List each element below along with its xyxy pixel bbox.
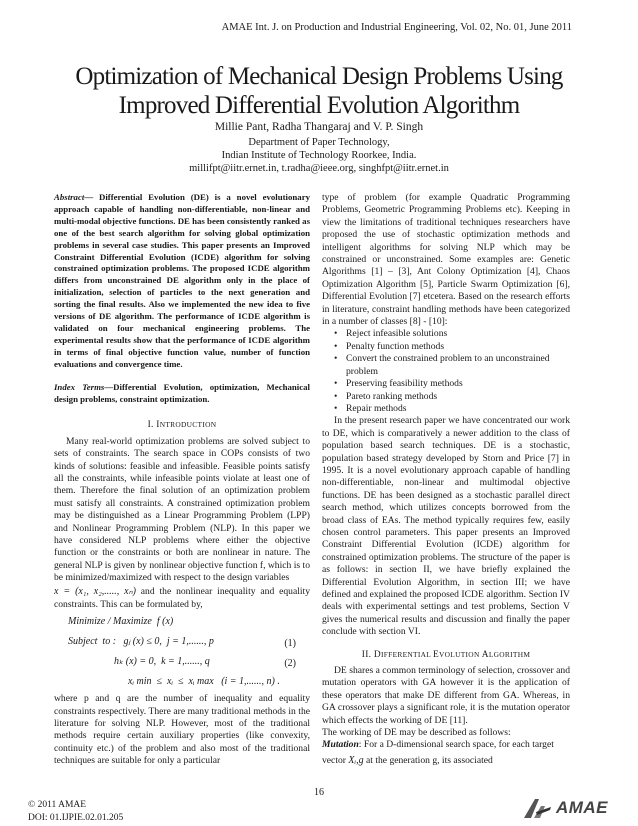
abstract <box>54 192 310 371</box>
target-vector-line <box>322 754 570 768</box>
section-2-number: II. D <box>361 649 381 660</box>
right-paragraph-1: type of problem (for example Quadratic Programming Problems, Geometric Programming Problems etc). Keeping in view the limitations of traditional techniques researchers have proposed the use of stochastic optimization methods and intelligent algorithms for solving NLP which may be constrained or unconstrained. Some examples are: Genetic Algorithms [1] – [3], Ant Colony Optimization [4], Chaos Optimization Algorithm [5], Particle Swarm Optimization [6], Differential Evolution [7] etcetera. Based on the research efforts in literature, constraint handling methods have been categorized in a number of classes [8] - [10]: <box>322 192 570 328</box>
constraint-methods-list <box>322 328 570 415</box>
section-2-title-part: IFFERENTIAL <box>380 649 433 659</box>
section-1-title: NTRODUCTION <box>159 420 217 430</box>
title-line-2: Improved Differential Evolution Algorithm <box>118 92 520 119</box>
section-2-title-part: VOLUTION <box>439 649 482 659</box>
authors: Millie Pant, Radha Thangaraj and V. P. Singh <box>214 121 424 133</box>
equation-2-number: (2) <box>284 658 296 670</box>
equation-3: xᵢ min ≤ xᵢ ≤ xᵢ max (i = 1,......, n) . <box>128 676 280 688</box>
section-1-number: I. I <box>147 420 160 431</box>
mutation-text: : For a D-dimensional search space, for each target <box>358 739 554 751</box>
intro-paragraph-1: Many real-world optimization problems are solved subject to sets of constraints. The search space in COPs consists of two kinds of solutions: feasible and infeasible. Feasible points satisfy all the constraints, while infeasible points violate at least one of them. Therefore the final solution of an optimization problem must satisfy all constraints. A constrained optimization problem may be distinguished as a Linear Programming Problem (LPP) and Nonlinear Programming Problem (NLP). In this paper we have considered NLP problems where either the objective function or the constraints or both are nonlinear in nature. The general NLP is given by nonlinear objective function f, which is to be minimized/maximized with respect to the design variables <box>54 435 310 584</box>
equation-1 <box>54 635 310 655</box>
right-paragraph-3: DE shares a common terminology of selection, crossover and mutation operators with GA however it is the application of these operators that make DE different from GA. Whereas, in GA crossover plays a significant role, it is the mutation operator which effects the working of DE [11]. <box>322 665 570 726</box>
design-vector: x = (x₁, x₂,....., xₙ) <box>54 585 136 597</box>
affiliation-dept: Department of Paper Technology, <box>248 137 390 148</box>
mutation-label: Mutation <box>322 739 359 751</box>
intro-paragraph-1-tail: and the nonlinear inequality and equality constraints. This can be formulated by, <box>54 585 310 610</box>
doi: DOI: 01.IJPIE.02.01.205 <box>28 813 124 823</box>
mutation-paragraph <box>322 739 570 751</box>
list-item: • Repair methods <box>334 403 570 415</box>
right-paragraph-4: The working of DE may be described as follows: <box>322 727 511 739</box>
amae-logo <box>522 797 608 819</box>
section-2-title-part: A <box>481 649 489 660</box>
copyright: © 2011 AMAE <box>28 800 87 810</box>
equation-2 <box>54 655 310 675</box>
abstract-text: — Differential Evolution (DE) is a novel evolutionary approach capable of handling non-differentiable, non-linear and multi-modal objective functions. DE has been consistently ranked as one of the best search algorithm for solving global optimization problems in several case studies. This paper presents an Improved Constraint Differential Evolution (ICDE) algorithm for solving constrained optimization problems. The proposed ICDE algorithm differs from unconstrained DE algorithm only in the place of initialization, selection of particles to the next generation and sorting the final results. Also we implemented the new idea to five versions of DE algorithm. The performance of ICDE algorithm is validated on four mechanical engineering problems. The experimental results show that the performance of ICDE algorithm in terms of final objective function value, number of function evaluations and convergence time. <box>54 192 310 369</box>
paper-title <box>0 62 638 120</box>
list-item: • Pareto ranking methods <box>334 391 570 403</box>
list-item: • Convert the constrained problem to an unconstrained problem <box>334 353 570 378</box>
intro-paragraph-2: where p and q are the number of inequality and equality constraints respectively. There are many traditional methods in the literature for solving NLP. However, most of the traditional methods require certain auxiliary properties (like convexity, continuity etc.) of the problem and also most of the traditional techniques are suitable for only a particular <box>54 693 310 767</box>
equation-1-number: (1) <box>284 638 296 650</box>
list-item: • Preserving feasibility methods <box>334 378 570 390</box>
left-column <box>54 192 310 768</box>
index-terms <box>54 382 310 406</box>
page-number: 16 <box>314 787 324 798</box>
affiliation-emails: millifpt@iitr.ernet.in, t.radha@ieee.org, singhfpt@iitr.ernet.in <box>189 163 449 174</box>
affiliation-institute: Indian Institute of Technology Roorkee, India. <box>221 150 417 161</box>
equation-1-text: Subject to : gⱼ (x) ≤ 0, j = 1,......, p <box>68 636 214 648</box>
equation-2-text: hₖ (x) = 0, k = 1,......, q <box>114 656 210 668</box>
target-vector-symbol: Xᵢ,g <box>348 754 364 766</box>
list-item: • Reject infeasible solutions <box>334 328 570 340</box>
section-1-heading <box>54 419 310 431</box>
index-terms-text: —Differential Evolution, optimization, Mechanical design problems, constraint optimization. <box>54 381 310 404</box>
amae-logo-text: AMAE <box>555 798 608 817</box>
amae-logo-icon <box>522 797 552 819</box>
title-line-1: Optimization of Mechanical Design Problems Using <box>75 63 563 90</box>
vector-suffix: at the generation g, its associated <box>366 754 493 766</box>
intro-paragraph-1-end <box>54 585 310 611</box>
right-column <box>322 192 570 768</box>
index-terms-label: Index Terms <box>54 381 105 392</box>
right-paragraph-2: In the present research paper we have concentrated our work to DE, which is comparatively a newer addition to the class of population based search techniques. DE is a stochastic, population based strategy developed by Storn and Price [7] in 1995. It is a novel evolutionary approach capable of handling non-differentiable, non-linear and multimodal objective functions. DE has been designed as a stochastic parallel direct search method, which utilizes concepts borrowed from the broad class of EAs. The method typically requires few, easily chosen control parameters. This paper presents an Improved Constraint Differential Evolution (ICDE) algorithm for constrained optimization problems. The structure of the paper is as follows: in section II, we have briefly explained the Differential Evolution Algorithm, in section III; we have defined and explained the proposed ICDE algorithm. Section IV deals with experimental settings and test problems, Section V gives the numerical results and discussion and finally the paper conclude with section VI. <box>322 415 570 638</box>
journal-header: AMAE Int. J. on Production and Industrial Engineering, Vol. 02, No. 01, June 2011 <box>221 22 572 33</box>
abstract-label: Abstract <box>54 192 85 202</box>
section-2-title-part: E <box>432 649 439 660</box>
section-2-heading <box>322 649 570 661</box>
section-2-title-part: LGORITHM <box>488 649 531 659</box>
equation-objective: Minimize / Maximize f (x) <box>68 616 174 628</box>
list-item: • Penalty function methods <box>334 341 570 353</box>
vector-prefix: vector <box>322 754 346 766</box>
